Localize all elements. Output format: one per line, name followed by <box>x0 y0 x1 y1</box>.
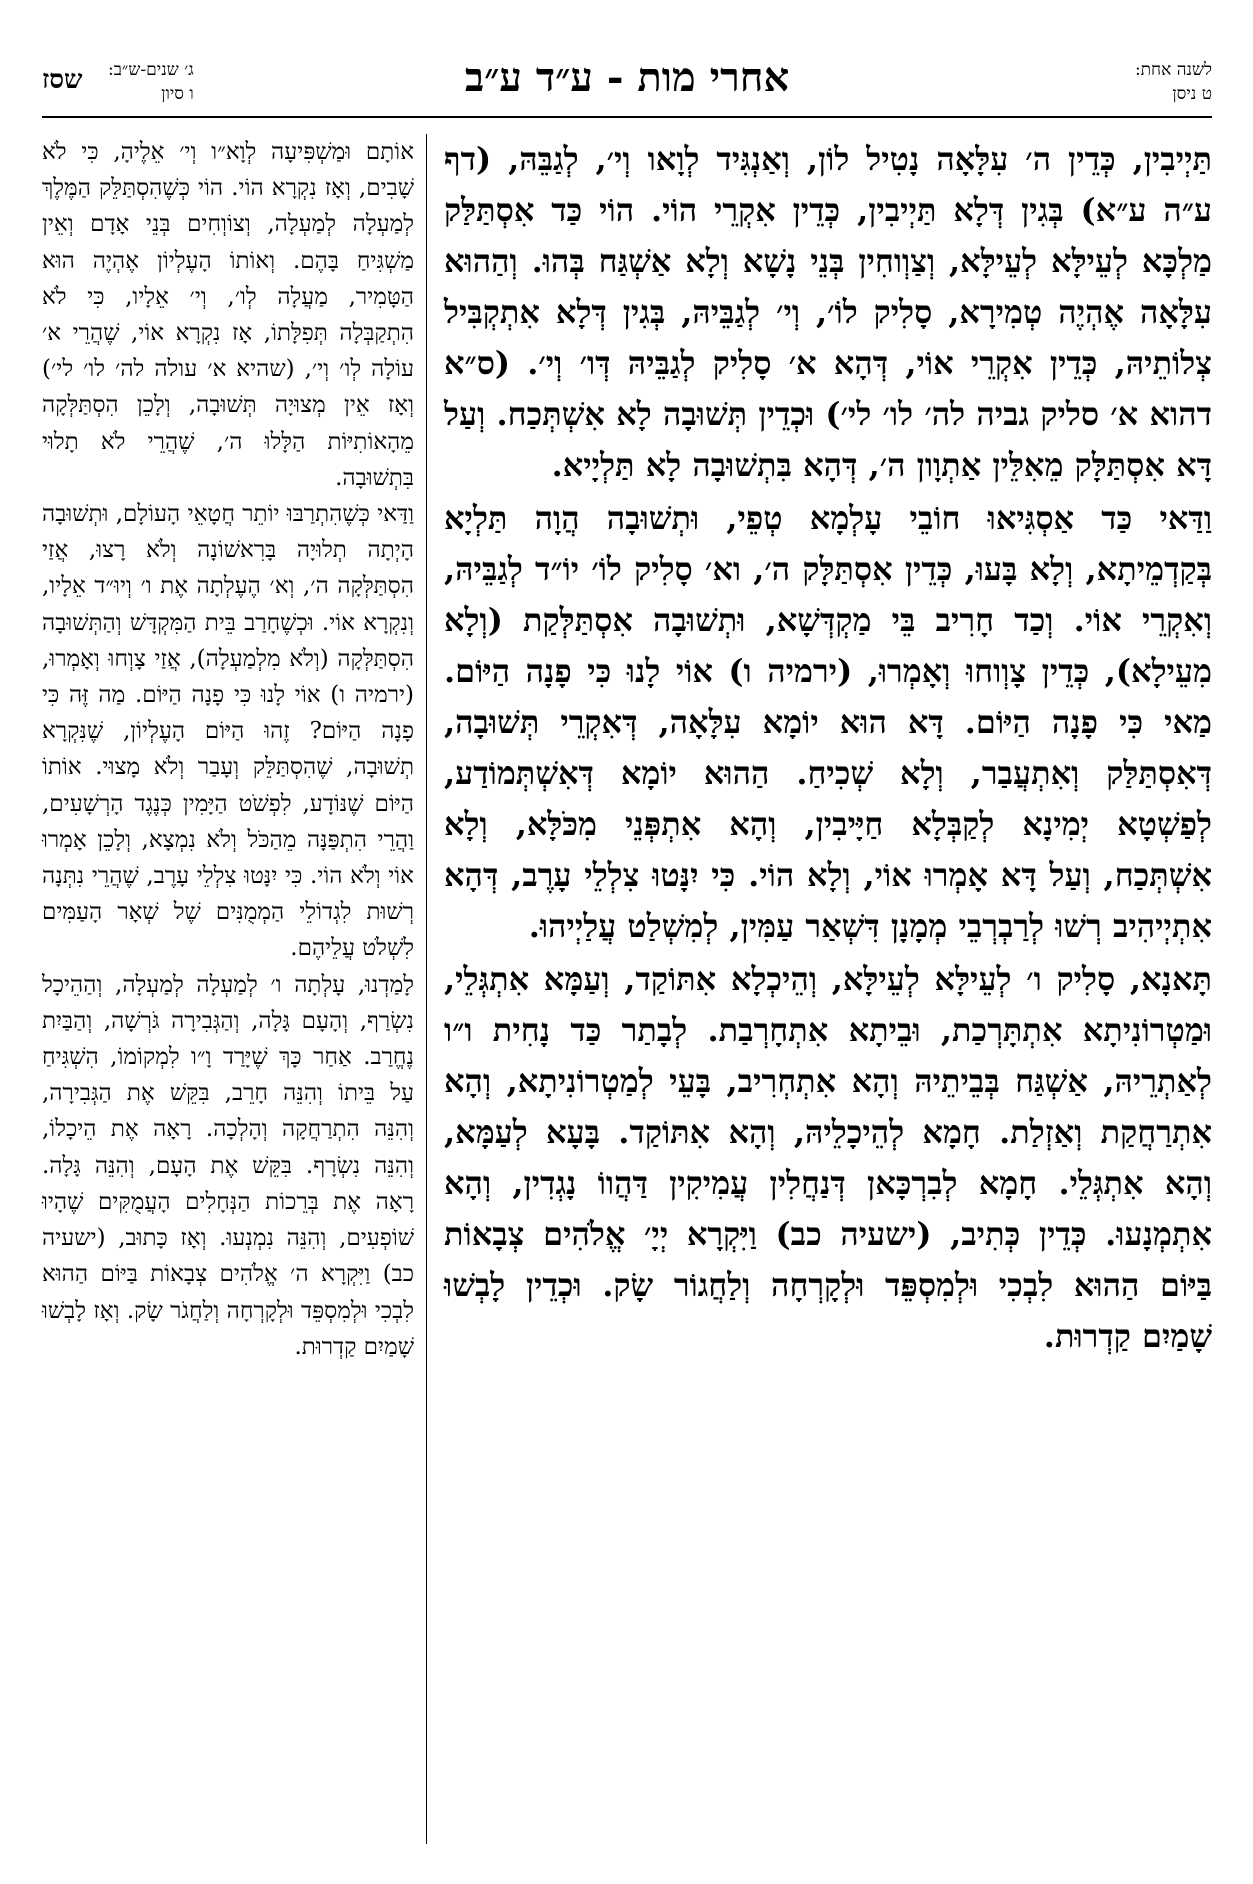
translation-paragraph: אוֹתָם וּמַשְׁפִּיעָה לְוָא״ו וְי׳ אֵלֶיהָ, כִּי לֹא שָׁבִים, וְאָז נִקְרָא הוֹי. הוֹי כְּשֶׁהִסְתַּלֵּק הַמֶּלֶךְ לְמַעְלָה לְמַעְלָה, וְצוֹוְחִים בְּנֵי אָדָם וְאֵין מַשְׁגִּיחַ בָּהֶם. וְאוֹתוֹ הָעֶלְיוֹן אֶהְיֶה הוּא הַטָּמִיר, מַעֲלָה לְו׳, וְי׳ אֵלָיו, כִּי לֹא הִתְקַבְּלָה תְּפִלָּתוֹ, אָז נִקְרָא אוֹי, שֶׁהֲרֵי א׳ עוֹלָה לְו׳ וְי׳, (שהיא א׳ עולה לה׳ לו׳ לי׳) וְאָז אֵין מְצוּיָה תְּשׁוּבָה, וְלָכֵן הִסְתַּלְּקָה מֵהָאוֹתִיּוֹת הַלָּלוּ ה׳, שֶׁהֲרֵי לֹא תָלוּי בִּתְשׁוּבָה. <box>42 139 414 491</box>
translation-paragraph: לָמַדְנוּ, עָלְתָה ו׳ לְמַעְלָה לְמַעְלָה, וְהַהֵיכָל נִשְׂרַף, וְהָעָם גָּלָה, וְהַגְּבִירָה גֹּרְשָׁה, וְהַבַּיִת נֶחֱרַב. אַחַר כָּךְ שֶׁיָּרַד וָ״ו לִמְקוֹמוֹ, הִשְׁגִּיחַ עַל בֵּיתוֹ וְהִנֵּה חָרֵב, בִּקֵּשׁ אֶת הַגְּבִירָה, וְהִנֵּה הִתְרַחֲקָה וְהָלְכָה. רָאָה אֶת הֵיכָלוֹ, וְהִנֵּה נִשְׂרָף. בִּקֵּשׁ אֶת הָעָם, וְהִנֵּה גָּלָה. רָאָה אֶת בְּרֵכוֹת הַנְּחָלִים הָעֲמֻקִּים שֶׁהָיוּ שׁוֹפְעִים, וְהִנֵּה נִמְנְעוּ. וְאָז כָּתוּב, (ישעיה כב) וַיִּקְרָא ה׳ אֱלֹהִים צְבָאוֹת בַּיּוֹם הַהוּא לִבְכִי וּלְמִסְפֵּד וּלְקָרְחָה וְלַחֲגֹר שָׂק. וְאָז לָבְשׁוּ שָׁמַיִם קַדְרוּת. <box>42 971 414 1360</box>
main-paragraph: וַדַּאי כַּד אַסְגִּיאוּ חוֹבֵי עָלְמָא טְפֵי, וּתְשׁוּבָה הֲוָה תַּלְיָא בְּקַדְמֵיתָא, וְלָא בָּעוּ, כְּדֵין אִסְתַּלָּק ה׳, וא׳ סָלִיק לוֹ׳ יוֹ״ד לְגַבֵּיהּ, וְאִקְרֵי אוֹי. וְכַד חָרִיב בֵּי מַקְדְּשָׁא, וּתְשׁוּבָה אִסְתַּלְּקַת (וְלָא מִעֵילָא), כְּדֵין צָוְוחוּ וְאָמְרוּ, (ירמיה ו) אוֹי לָנוּ כִּי פָנָה הַיּוֹם. מַאי כִּי פָנָה הַיּוֹם. דָּא הוּא יוֹמָא עִלָּאָה, דְּאִקְרֵי תְּשׁוּבָה, דְּאִסְתַּלַּק וְאִתְעֲבַר, וְלָא שְׁכִיחַ. הַהוּא יוֹמָא דְּאִשְׁתְּמוֹדַע, לְפַשְׁטָא יְמִינָא לְקַבְּלָא חַיָּיבִין, וְהָא אִתְפְּנֵי מִכֹּלָּא, וְלָא אִשְׁתְּכַח, וְעַל דָּא אָמְרוּ אוֹי, וְלָא הוֹי. כִּי יִנָּטוּ צִלְלֵי עָרֶב, דְּהָא אִתְיְיהִיב רְשׁוּ לְרַבְרְבֵי מְמָנָן דִּשְׁאַר עַמִּין, לְמִשְׁלַט עֲלַיְיהוּ. <box>444 499 1213 945</box>
main-paragraph: תָּאנָא, סָלִיק ו׳ לְעֵילָּא לְעֵילָּא, וְהֵיכְלָא אִתּוֹקַד, וְעַמָּא אִתְגְּלֵי, וּמַטְרוֹנִיתָא אִתְתָּרְכַת, וּבֵיתָא אִתְחָרְבַת. לְבָתַר כַּד נָחִית ו״ו לְאַתְרֵיהּ, אַשְׁגַּח בְּבֵיתֵיהּ וְהָא אִתְחְרִיב, בָּעֵי לְמַטְרוֹנִיתָא, וְהָא אִתְרַחֲקַת וְאַזְלַת. חָמָא לְהֵיכָלֵיהּ, וְהָא אִתּוֹקַד. בָּעָא לְעַמָּא, וְהָא אִתְגְּלֵי. חָמָא לְבִרְכָּאן דְּנַחֲלִין עֲמִיקִין דַּהֲווֹ נָגְדִין, וְהָא אִתְמְנָעוּ. כְּדֵין כְּתִיב, (ישעיה כב) וַיִּקְרָא יְיָ׳ אֱלֹהִים צְבָאוֹת בַּיּוֹם הַהוּא לִבְכִי וּלְמִסְפֵּד וּלְקָרְחָה וְלַחֲגוֹר שָׂק. וּכְדֵין לָבְשׁוּ שָׁמַיִם קַדְרוּת. <box>444 960 1212 1355</box>
header-right-line1: לשנה אחת: <box>1134 60 1212 80</box>
translation-column <box>42 134 414 1365</box>
page-header <box>42 52 1212 118</box>
column-divider <box>426 134 427 1844</box>
translation-paragraph: וַדַּאי כְּשֶׁהִתְרַבּוּ יוֹתֵר חֲטָאֵי הָעוֹלָם, וּתְשׁוּבָה הָיְתָה תְלוּיָה בָּרִאשׁוֹנָה וְלֹא רָצוּ, אֲזַי הִסְתַּלְּקָה ה׳, וְא׳ הֶעֶלְתָה אֶת ו׳ וְיוּ״ד אֵלָיו, וְנִקְרָא אוֹי. וּכְשֶׁחָרַב בֵּית הַמִּקְדָּשׁ וְהַתְּשׁוּבָה הִסְתַּלְּקָה (וְלֹא מִלְמַעְלָה), אֲזַי צָוְחוּ וְאָמְרוּ, (ירמיה ו) אוֹי לָנוּ כִּי פָנָה הַיּוֹם. מַה זֶּה כִּי פָנָה הַיּוֹם? זֶהוּ הַיּוֹם הָעֶלְיוֹן, שֶׁנִּקְרָא תְשׁוּבָה, שֶׁהִסְתַּלֵּק וְעָבַר וְלֹא מָצוּי. אוֹתוֹ הַיּוֹם שֶׁנּוֹדָע, לִפְשֹׁט הַיָּמִין כְּנֶגֶד הָרְשָׁעִים, וַהֲרֵי הִתְפַּנָּה מֵהַכֹּל וְלֹא נִמְצָא, וְלָכֵן אָמְרוּ אוֹי וְלֹא הוֹי. כִּי יִנָּטוּ צִלְלֵי עָרֶב, שֶׁהֲרֵי נִתְּנָה רְשׁוּת לִגְדוֹלֵי הַמְמֻנִּים שֶׁל שְׁאָר הָעַמִּים לִשְׁלֹט עֲלֵיהֶם. <box>42 501 414 962</box>
page-number: שסז <box>42 65 83 95</box>
header-right-line2: ט ניסן <box>1172 84 1212 104</box>
main-text-column <box>444 134 1212 1362</box>
header-left-info <box>108 58 194 106</box>
page <box>42 52 1212 1852</box>
main-paragraph: תַּיְיבִין, כְּדֵין ה׳ עִלָּאָה נָטִיל לוֹן, וְאַנְגִּיד לְוָאו וְי׳, לְגַבֵּהּ, (דף ע״ה ע״א) בְּגִין דְּלָא תַּיְיבִין, כְּדֵין אִקְרֵי הוֹי. הוֹי כַּד אִסְתַּלַּק מַלְכָּא לְעֵילָּא לְעֵילָּא, וְצַוְוחִין בְּנֵי נָשָׁא וְלָא אַשְׁגַּח בְּהוּ. וְהַהוּא עִלָּאָה אֶהְיֶה טְמִירָא, סָלִיק לוֹ׳, וְי׳ לְגַבֵּיהּ, בְּגִין דְּלָא אִתְקְבִּיל צְלוֹתֵיהּ, כְּדֵין אִקְרֵי אוֹי, דְּהָא א׳ סָלִיק לְגַבֵּיהּ דְּו׳ וְי׳. (ס״א דהוא א׳ סליק גביה לה׳ לו׳ לי׳) וּכְדֵין תְּשׁוּבָה לָא אִשְׁתְּכַח. וְעַל דָּא אִסְתַּלָּק מֵאִלֵּין אַתְוָון ה׳, דְּהָא בִּתְשׁוּבָה לָא תַּלְיָיא. <box>444 140 1213 484</box>
header-left-line1: ג׳ שנים-ש״ב: <box>108 60 194 80</box>
page-title: אחרי מות - ע״ד ע״ב <box>464 54 790 101</box>
header-left-line2: ו סיון <box>161 84 194 104</box>
